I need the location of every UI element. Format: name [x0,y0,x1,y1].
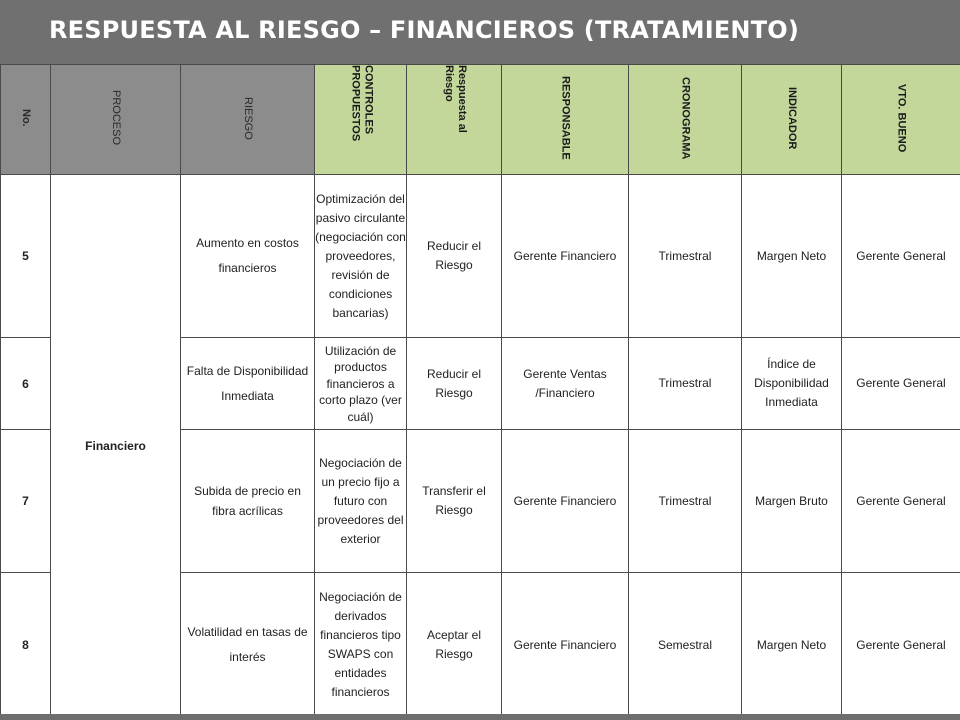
header-no: No. [1,65,51,175]
approval-cell: Gerente General [842,175,960,338]
approval-cell: Gerente General [842,573,960,718]
approval-cell: Gerente General [842,338,960,430]
control-cell: Utilización de productos financieros a corto plazo (ver cuál) [315,338,407,430]
response-cell: Transferir el Riesgo [407,430,502,573]
indicator-cell: Margen Bruto [742,430,842,573]
row-number: 5 [1,175,51,338]
responsible-cell: Gerente Financiero [502,175,629,338]
title-bar [0,0,960,64]
approval-cell: Gerente General [842,430,960,573]
row-number: 6 [1,338,51,430]
row-number: 8 [1,573,51,718]
control-cell: Negociación de derivados financieros tipo SWAPS con entidades financieros [315,573,407,718]
risk-response-table [0,64,960,718]
header-vto: VTO. BUENO [842,65,960,175]
responsible-cell: Gerente Financiero [502,573,629,718]
row-number: 7 [1,430,51,573]
risk-cell: Aumento en costos financieros [181,175,315,338]
risk-cell: Volatilidad en tasas de interés [181,573,315,718]
header-proceso: PROCESO [51,65,181,175]
responsible-cell: Gerente Financiero [502,430,629,573]
indicator-cell: Índice de Disponibilidad Inmediata [742,338,842,430]
header-riesgo: RIESGO [181,65,315,175]
schedule-cell: Semestral [629,573,742,718]
schedule-cell: Trimestral [629,338,742,430]
schedule-cell: Trimestral [629,430,742,573]
bottom-strip [0,714,960,720]
response-cell: Aceptar el Riesgo [407,573,502,718]
slide-title: RESPUESTA AL RIESGO – FINANCIEROS (TRATAMIENTO) [49,16,800,44]
response-cell: Reducir el Riesgo [407,338,502,430]
indicator-cell: Margen Neto [742,175,842,338]
indicator-cell: Margen Neto [742,573,842,718]
header-respuesta: Respuesta al Riesgo [407,65,502,175]
table-row [1,175,960,338]
control-cell: Negociación de un precio fijo a futuro con proveedores del exterior [315,430,407,573]
response-cell: Reducir el Riesgo [407,175,502,338]
process-cell: Financiero [51,175,181,718]
header-cronograma: CRONOGRAMA [629,65,742,175]
header-responsable: RESPONSABLE [502,65,629,175]
header-row [1,65,960,175]
control-cell: Optimización del pasivo circulante (negociación con proveedores, revisión de condiciones bancarias) [315,175,407,338]
header-indicador: INDICADOR [742,65,842,175]
risk-cell: Subida de precio en fibra acrílicas [181,430,315,573]
schedule-cell: Trimestral [629,175,742,338]
responsible-cell: Gerente Ventas /Financiero [502,338,629,430]
header-controles: CONTROLES PROPUESTOS [315,65,407,175]
risk-cell: Falta de Disponibilidad Inmediata [181,338,315,430]
